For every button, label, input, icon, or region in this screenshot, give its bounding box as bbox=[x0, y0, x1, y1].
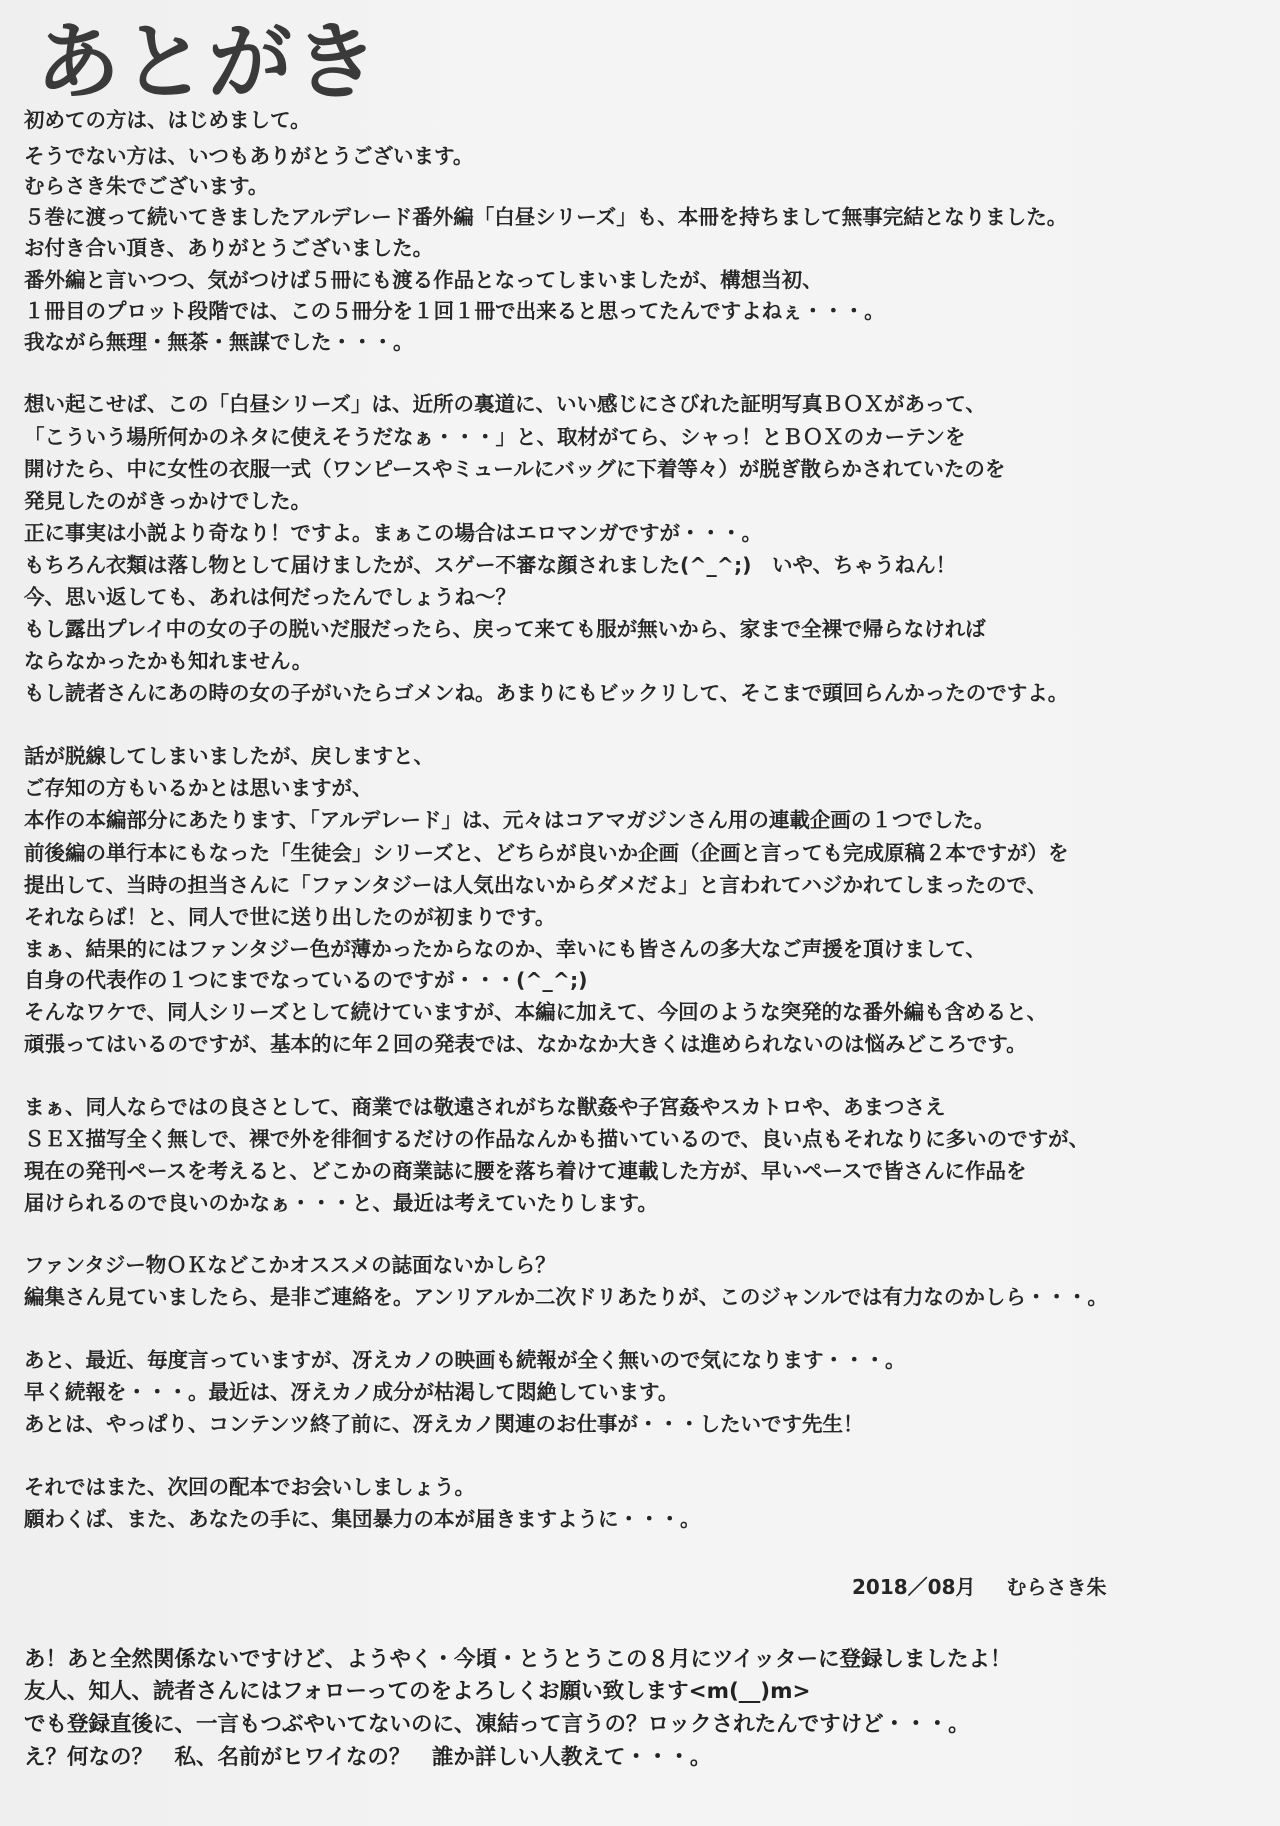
text-line: 我ながら無理・無茶・無謀でした・・・。 bbox=[24, 330, 414, 354]
text-line: ファンタジー物ＯＫなどこかオススメの誌面ないかしら？ bbox=[24, 1253, 556, 1277]
signature-date: 2018／08月 bbox=[852, 1575, 976, 1599]
text-line: もし露出プレイ中の女の子の脱いだ服だったら、戻って来ても服が無いから、家まで全裸で帰らなければ bbox=[24, 617, 986, 641]
postscript-line: でも登録直後に、一言もつぶやいてないのに、凍結って言うの？ロックされたんですけど・・・。 bbox=[24, 1712, 970, 1737]
signature bbox=[852, 1573, 1106, 1601]
text-line: ご存知の方もいるかとは思いますが、 bbox=[24, 776, 373, 800]
text-line: 開けたら、中に女性の衣服一式（ワンピースやミュールにバッグに下着等々）が脱ぎ散らかされていたのを bbox=[24, 457, 1006, 481]
text-line: ５巻に渡って続いてきましたアルデレード番外編「白昼シリーズ」も、本冊を持ちまして無事完結となりました。 bbox=[24, 205, 1068, 229]
text-line: 届けられるので良いのかなぁ・・・と、最近は考えていたりします。 bbox=[24, 1191, 658, 1215]
text-line: そうでない方は、いつもありがとうございます。 bbox=[24, 144, 474, 168]
text-line: 想い起こせば、この「白昼シリーズ」は、近所の裏道に、いい感じにさびれた証明写真ＢＯＸがあって、 bbox=[24, 392, 986, 416]
text-line: ＳＥＸ描写全く無しで、裸で外を徘徊するだけの作品なんかも描いているので、良い点もそれなりに多いのですが、 bbox=[24, 1127, 1090, 1151]
text-line: 編集さん見ていましたら、是非ご連絡を。アンリアルか二次ドリあたりが、このジャンルでは有力なのかしら・・・。 bbox=[24, 1285, 1108, 1309]
postscript-line: あ！あと全然関係ないですけど、ようやく・今頃・とうとうこの８月にツイッターに登録しましたよ！ bbox=[24, 1647, 1012, 1672]
text-line: １冊目のプロット段階では、この５冊分を１回１冊で出来ると思ってたんですよねぇ・・・。 bbox=[24, 299, 885, 323]
text-line: 前後編の単行本にもなった「生徒会」シリーズと、どちらが良いか企画（企画と言っても完成原稿２本ですが）を bbox=[24, 841, 1069, 865]
text-line: 話が脱線してしまいましたが、戻しますと、 bbox=[24, 744, 434, 768]
text-line: 頑張ってはいるのですが、基本的に年２回の発表では、なかなか大きくは進められないのは悩みどころです。 bbox=[24, 1032, 1027, 1056]
text-line: お付き合い頂き、ありがとうございました。 bbox=[24, 236, 434, 260]
text-line: 本作の本編部分にあたります、「アルデレード」は、元々はコアマガジンさん用の連載企画の１つでした。 bbox=[24, 808, 995, 832]
text-line: まぁ、同人ならではの良さとして、商業では敬遠されがちな獣姦や子宮姦やスカトロや、あまつさえ bbox=[24, 1095, 946, 1119]
text-line: それではまた、次回の配本でお会いしましょう。 bbox=[24, 1475, 475, 1499]
text-line: 現在の発刊ペースを考えると、どこかの商業誌に腰を落ち着けて連載した方が、早いペースで皆さんに作品を bbox=[24, 1159, 1027, 1183]
postscript-line: え？何なの？ 私、名前がヒワイなの？ 誰か詳しい人教えて・・・。 bbox=[24, 1745, 712, 1770]
text-line: 今、思い返しても、あれは何だったんでしょうね〜？ bbox=[24, 585, 516, 609]
text-line: 番外編と言いつつ、気がつけば５冊にも渡る作品となってしまいましたが、構想当初、 bbox=[24, 268, 823, 292]
text-line: 発見したのがきっかけでした。 bbox=[24, 489, 311, 513]
page-title: あとがき bbox=[36, 13, 381, 111]
text-line: 「こういう場所何かのネタに使えそうだなぁ・・・」と、取材がてら、シャっ！とＢＯＸのカーテンを bbox=[24, 425, 966, 449]
text-line: 早く続報を・・・。最近は、冴えカノ成分が枯渇して悶絶しています。 bbox=[24, 1380, 679, 1404]
text-line: 正に事実は小説より奇なり！ですよ。まぁこの場合はエロマンガですが・・・。 bbox=[24, 521, 762, 545]
text-line: あと、最近、毎度言っていますが、冴えカノの映画も続報が全く無いので気になります・・・。 bbox=[24, 1348, 906, 1372]
text-line: まぁ、結果的にはファンタジー色が薄かったからなのか、幸いにも皆さんの多大なご声援を頂けまして、 bbox=[24, 937, 986, 961]
postscript-line: 友人、知人、読者さんにはフォローってのをよろしくお願い致します<m(__)m> bbox=[24, 1679, 811, 1704]
text-line: 自身の代表作の１つにまでなっているのですが・・・(^_^;) bbox=[24, 968, 588, 992]
text-line: もし読者さんにあの時の女の子がいたらゴメンね。あまりにもビックリして、そこまで頭回らんかったのですよ。 bbox=[24, 681, 1069, 705]
signature-author: むらさき朱 bbox=[1006, 1575, 1107, 1599]
text-line: 提出して、当時の担当さんに「ファンタジーは人気出ないからダメだよ」と言われてハジかれてしまったので、 bbox=[24, 873, 1047, 897]
text-line: 初めての方は、はじめまして。 bbox=[24, 108, 311, 132]
text-line: ならなかったかも知れません。 bbox=[24, 649, 313, 673]
text-line: 願わくば、また、あなたの手に、集団暴力の本が届きますように・・・。 bbox=[24, 1507, 701, 1531]
text-line: そんなワケで、同人シリーズとして続けていますが、本編に加えて、今回のような突発的な番外編も含めると、 bbox=[24, 1000, 1048, 1024]
text-line: それならば！と、同人で世に送り出したのが初まりです。 bbox=[24, 905, 556, 929]
text-line: もちろん衣類は落し物として届けましたが、スゲー不審な顔されました(^_^;) いや、ちゃうねん！ bbox=[24, 553, 957, 577]
text-line: むらさき朱でございます。 bbox=[24, 174, 269, 198]
text-line: あとは、やっぱり、コンテンツ終了前に、冴えカノ関連のお仕事が・・・したいです先生！ bbox=[24, 1412, 864, 1436]
